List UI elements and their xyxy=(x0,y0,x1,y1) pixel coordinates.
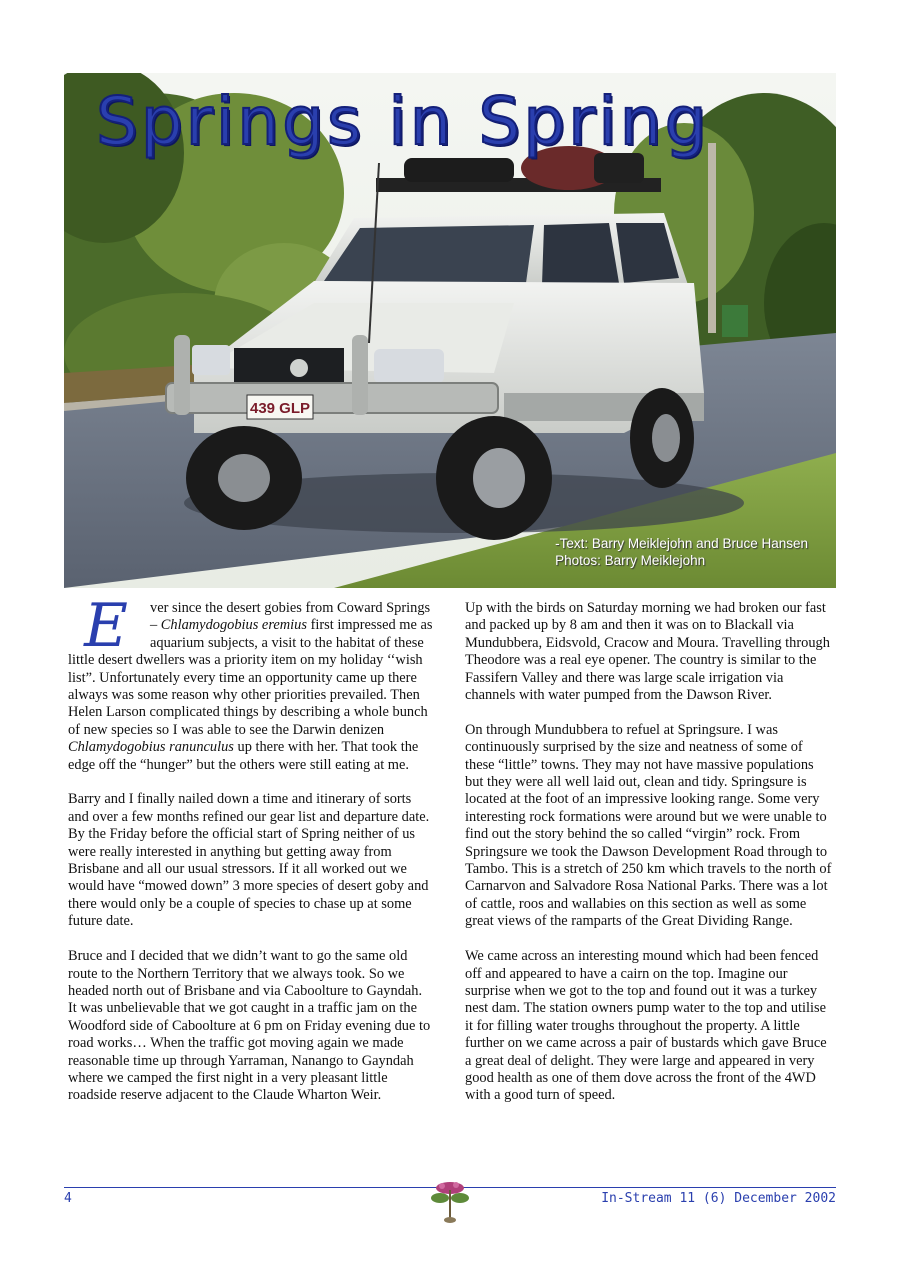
paragraph xyxy=(68,591,434,774)
paragraph: Barry and I finally nailed down a time and itinerary of sorts and over a few months refined our gear list and departure date. By the Friday before the official start of Spring neither of us were really interested in anything but getting away from Brisbane and all our usual stressors. If it all worked out we would have “mowed down” 3 more species of desert goby and there would only be a couple of species to chase up at some future date. xyxy=(68,791,430,930)
paragraph-text: up there with her. That took the edge off the “hunger” but the others were still eating at me. xyxy=(68,739,419,773)
photo-credits xyxy=(555,535,808,569)
photo-credit: Photos: Barry Meiklejohn xyxy=(555,553,706,568)
species-name: Chlamydogobius ranunculus xyxy=(68,739,234,756)
paragraph: On through Mundubbera to refuel at Springsure. I was continuously surprised by the size and neatness of some of these “little” towns. They may not have massive populations but they were all well laid out, clean and tidy. Springsure is located at the foot of an impressive looking range. Some very interesting rock formations were around but we were unable to find out the story behind the so called “virgin” rock. From Springsure we took the Dawson Development Road through to Tambo. This is a stretch of 250 km which travels to the north of Carnarvon and Salvadore Rosa National Parks. There was a lot of cattle, roos and wallabies on this section as well as some great views of the ramparts of the Great Dividing Range. xyxy=(465,721,832,930)
paragraph: Bruce and I decided that we didn’t want to go the same old route to the Northern Territory that we always took. So we headed north out of Brisbane and via Caboolture to Gayndah. It was unbelievable that we got caught in a traffic jam on the Woodford side of Caboolture at 6 pm on Friday evening due to road works… When the traffic got moving again we made reasonable time up through Yarraman, Nanango to Gayndah where we camped the first night in a very pleasant little roadside reserve adjacent to the Claude Wharton Weir. xyxy=(68,948,431,1104)
number-plate-text: 439 GLP xyxy=(249,400,311,417)
article-column-left xyxy=(68,591,434,1122)
paragraph-text: ver since the desert gobies from Coward Springs – xyxy=(150,600,431,634)
article-column-right xyxy=(465,600,833,1122)
hero-photo xyxy=(64,73,836,588)
text-credit: -Text: Barry Meiklejohn and Bruce Hansen xyxy=(555,536,808,551)
page-number: 4 xyxy=(64,1191,72,1206)
species-name: Chlamydogobius eremius xyxy=(160,617,307,634)
drop-cap: E xyxy=(84,591,128,661)
plant-logo-icon xyxy=(428,1178,472,1231)
paragraph-text: first impressed me as aquarium subjects, a visit to the habitat of these little desert dwellers was a priority item on my holiday ‘‘wish list”. Unfortunately every time an opportunity came up there always was some reason why other priorities prevailed. Then Helen Larson complicated things by describing a whole bunch of new species so I was able to see the Darwin denizen xyxy=(68,617,433,738)
paragraph: Up with the birds on Saturday morning we had broken our fast and packed up by 8 am and then it was on to Blackall via Mundubbera, Eidsvold, Cracow and Moura. Travelling through Theodore was a real eye opener. The country is similar to the Fassifern Valley and there was large scale irrigation via channels with water pumped from the Dawson River. xyxy=(465,600,830,704)
issue-label: In-Stream 11 (6) December 2002 xyxy=(601,1191,836,1206)
article-title: Springs in Spring xyxy=(96,83,710,160)
paragraph: We came across an interesting mound which had been fenced off and appeared to have a cairn on the top. Imagine our surprise when we got to the top and found out it was a turkey nest dam. The station owners pump water to the top and utilise it for filling water troughs throughout the property. A little further on we came across a pair of bustards which gave Bruce a great deal of delight. They were large and appeared in very good health as one of them dove across the front of the 4WD with a good turn of speed. xyxy=(465,948,827,1104)
